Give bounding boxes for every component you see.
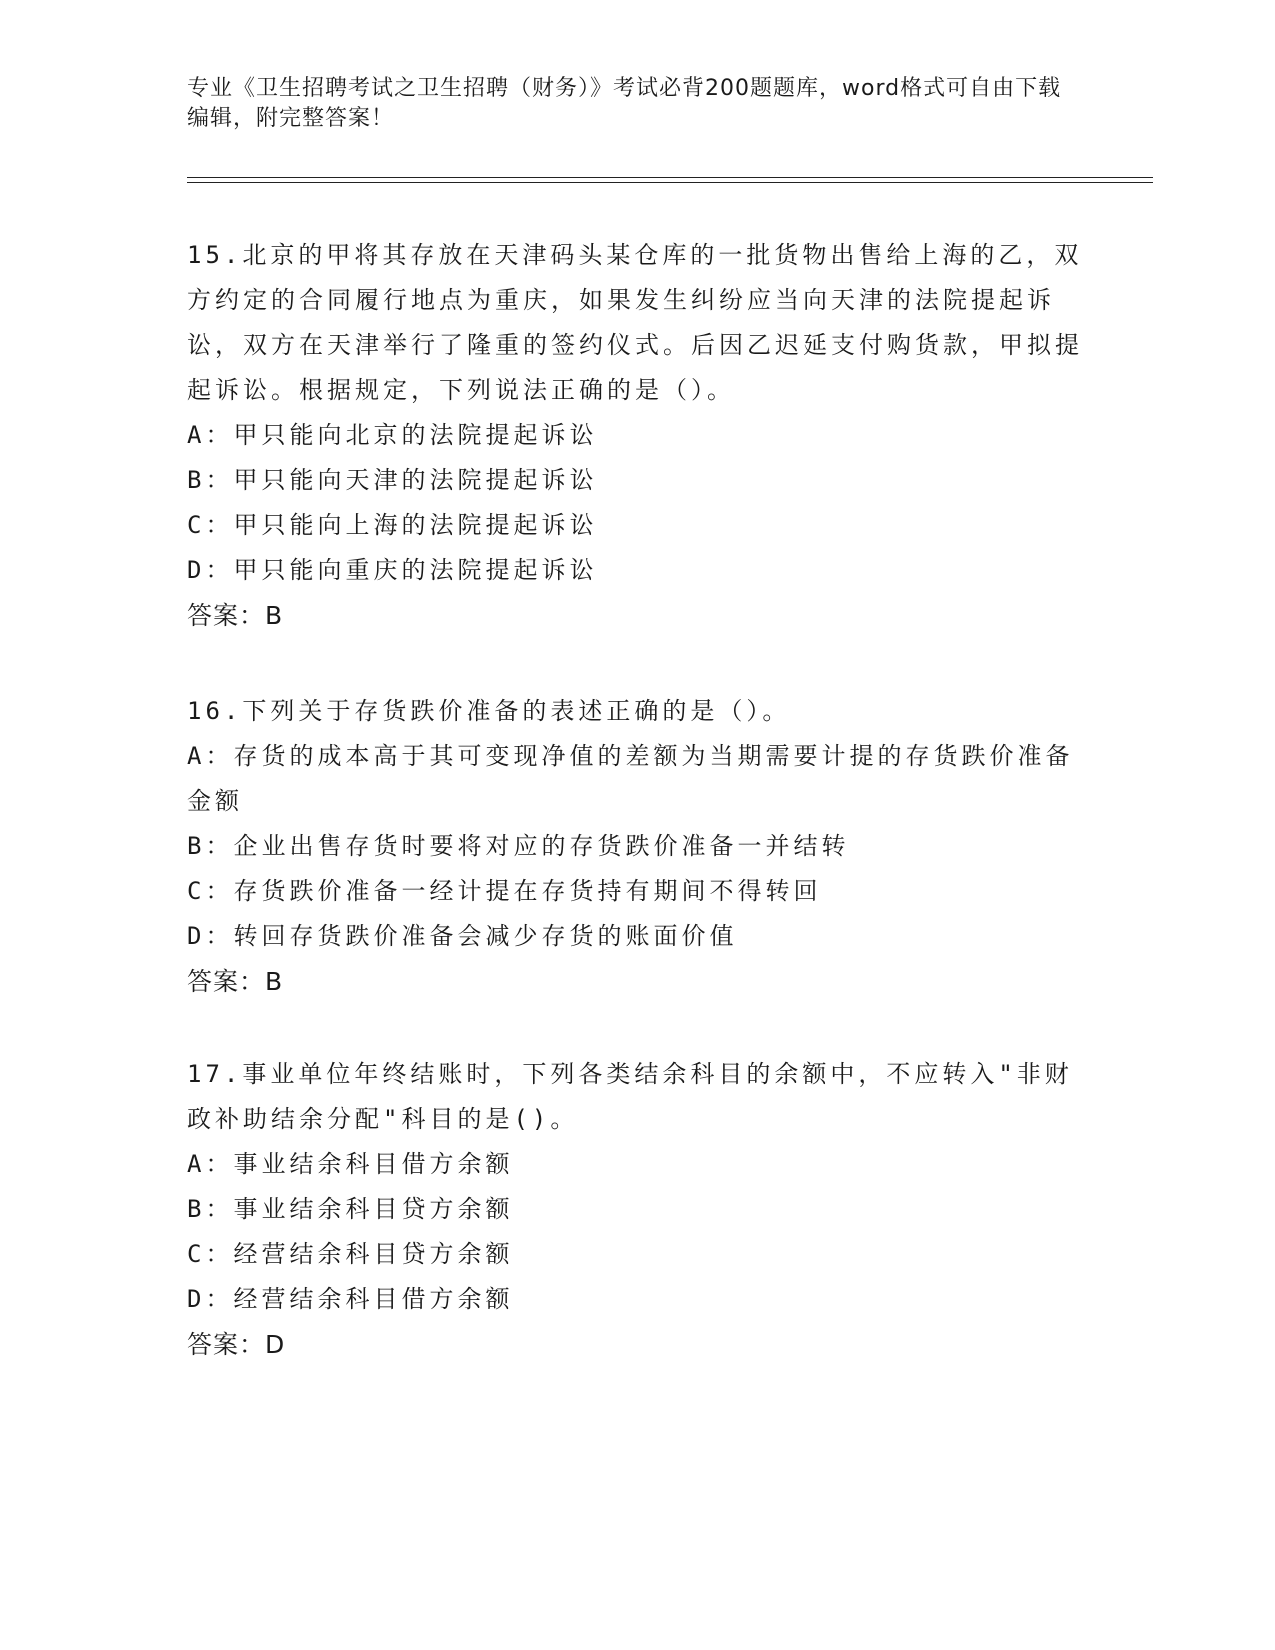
answer: 答案：B [187,601,284,630]
answer: 答案：D [187,1330,286,1359]
option-d: D：甲只能向重庆的法院提起诉讼 [187,556,598,584]
document-header: 专业《卫生招聘考试之卫生招聘（财务）》考试必背200题题库，word格式可自由下载编辑，附完整答案！ [187,76,1062,131]
header-divider-top [187,177,1153,178]
option-a: A：甲只能向北京的法院提起诉讼 [187,421,598,449]
option-d: D：转回存货跌价准备会减少存货的账面价值 [187,922,738,950]
question-stem: 17.事业单位年终结账时，下列各类结余科目的余额中，不应转入"非财政补助结余分配"科目的是()。 [187,1060,1073,1133]
question-17 [187,1052,1087,1367]
question-stem: 16.下列关于存货跌价准备的表述正确的是（）。 [187,697,791,725]
question-16 [187,689,1087,1004]
option-c: C：甲只能向上海的法院提起诉讼 [187,511,598,539]
question-stem: 15.北京的甲将其存放在天津码头某仓库的一批货物出售给上海的乙，双方约定的合同履行地点为重庆，如果发生纠纷应当向天津的法院提起诉讼，双方在天津举行了隆重的签约仪式。后因乙迟延支付购货款，甲拟提起诉讼。根据规定，下列说法正确的是（）。 [187,241,1083,404]
option-b: B：事业结余科目贷方余额 [187,1195,514,1223]
header-divider-bottom [187,182,1153,183]
option-d: D：经营结余科目借方余额 [187,1285,514,1313]
option-a: A：存货的成本高于其可变现净值的差额为当期需要计提的存货跌价准备金额 [187,742,1074,815]
question-15 [187,233,1087,638]
option-b: B：甲只能向天津的法院提起诉讼 [187,466,598,494]
option-c: C：经营结余科目贷方余额 [187,1240,514,1268]
answer: 答案：B [187,967,284,996]
option-c: C：存货跌价准备一经计提在存货持有期间不得转回 [187,877,822,905]
option-b: B：企业出售存货时要将对应的存货跌价准备一并结转 [187,832,850,860]
option-a: A：事业结余科目借方余额 [187,1150,514,1178]
